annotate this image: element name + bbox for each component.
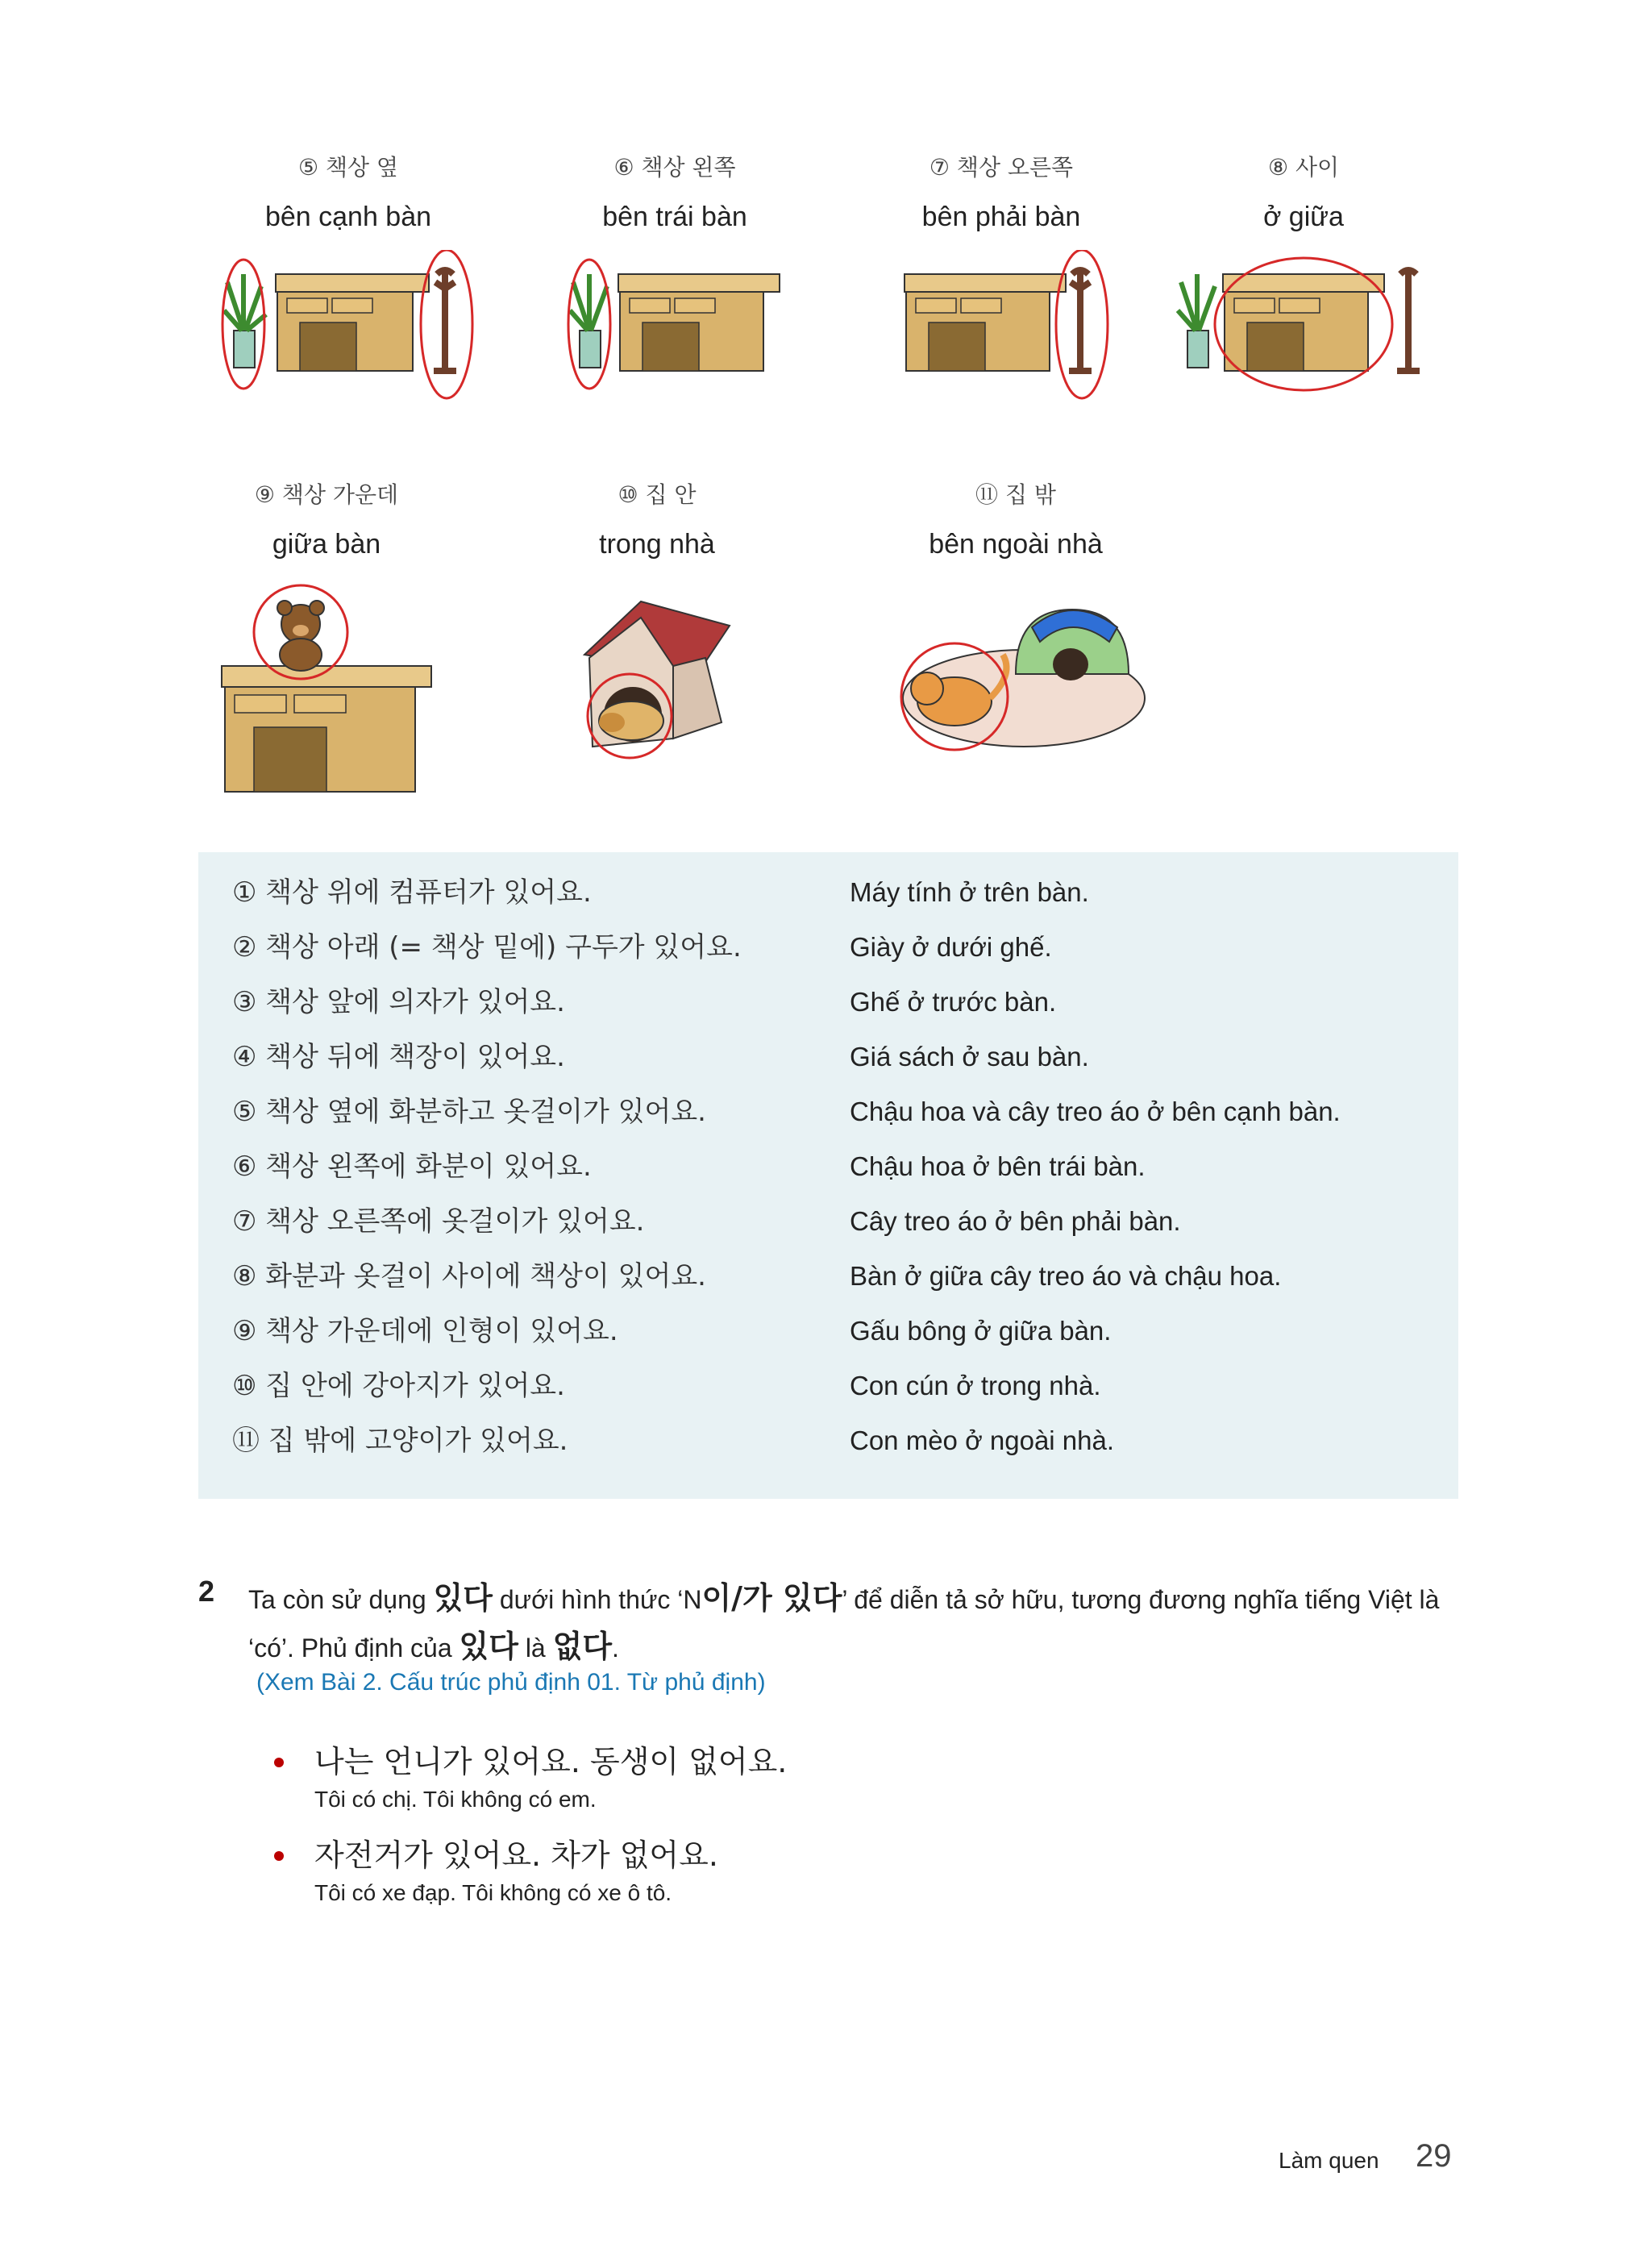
sentence-vietnamese: Con mèo ở ngoài nhà. — [850, 1425, 1115, 1455]
card-korean: ⑤ 책상 옆 — [297, 154, 399, 181]
card-middle-of-desk — [157, 479, 496, 811]
sentence-vietnamese: Máy tính ở trên bàn. — [850, 877, 1089, 907]
section-number: 2 — [198, 1575, 215, 1608]
sentence-vietnamese: Con cún ở trong nhà. — [850, 1371, 1101, 1400]
sentence-korean: ⑩ 집 안에 강아지가 있어요. — [232, 1370, 565, 1402]
sentence-row — [198, 1084, 1458, 1139]
card-vietnamese: bên phải bàn — [921, 202, 1081, 232]
sentence-korean: ⑧ 화분과 옷걸이 사이에 책상이 있어요. — [232, 1260, 706, 1292]
sentence-vietnamese: Ghế ở trước bàn. — [850, 987, 1057, 1017]
example-vietnamese: Tôi có xe đạp. Tôi không có xe ô tô. — [314, 1880, 672, 1905]
dog-icon — [599, 701, 663, 740]
desk-icon — [1223, 274, 1384, 371]
card-korean: ⑩ 집 안 — [618, 481, 697, 508]
desk-plant-coatrack-illustration — [203, 250, 493, 411]
para-bold: 있다 — [459, 1629, 518, 1664]
page-number: 29 — [1416, 2138, 1452, 2174]
coat-rack-icon — [1069, 270, 1092, 371]
card-vietnamese: bên ngoài nhà — [929, 529, 1103, 560]
sentence-korean: ④ 책상 뒤에 책장이 있어요. — [232, 1041, 565, 1073]
sentence-korean: ⑦ 책상 오른쪽에 옷걸이가 있어요. — [232, 1205, 645, 1238]
para-text: là — [518, 1633, 553, 1663]
para-text: dưới hình thức ‘N — [492, 1585, 702, 1614]
card-korean: ⑦ 책상 오른쪽 — [929, 154, 1074, 181]
desk-icon — [276, 274, 429, 371]
desk-teddy-illustration — [181, 577, 472, 811]
sentence-row — [198, 865, 1458, 920]
sentence-row — [198, 975, 1458, 1030]
card-next-to-desk — [179, 152, 518, 411]
card-vietnamese: bên cạnh bàn — [264, 202, 432, 232]
sentence-box — [198, 852, 1458, 1499]
card-korean: ⑨ 책상 가운데 — [254, 481, 399, 508]
sentence-vietnamese: Bàn ở giữa cây treo áo và chậu hoa. — [850, 1261, 1282, 1291]
card-vietnamese: ở giữa — [1263, 202, 1344, 232]
footer-label: Làm quen — [1279, 2148, 1379, 2173]
para-text: ’ để diễn tả sở hữu, tương đương nghĩa tiếng Việt là ‘có’. Phủ định của — [248, 1585, 1440, 1663]
sentence-row — [198, 1030, 1458, 1084]
desk-icon — [222, 666, 431, 792]
desk-icon — [618, 274, 780, 371]
sentence-row — [198, 1139, 1458, 1194]
sentence-row — [198, 920, 1458, 975]
sentence-korean: ⑤ 책상 옆에 화분하고 옷걸이가 있어요. — [232, 1096, 706, 1128]
example-vietnamese: Tôi có chị. Tôi không có em. — [314, 1787, 597, 1812]
sentence-row — [198, 1359, 1458, 1413]
card-outside-house — [846, 479, 1185, 763]
para-bold: 있다 — [433, 1580, 493, 1616]
card-korean: ⑧ 사이 — [1267, 154, 1340, 181]
section-paragraph — [248, 1575, 1458, 1671]
cross-reference: (Xem Bài 2. Cấu trúc phủ định 01. Từ phủ định) — [256, 1669, 766, 1696]
sentence-vietnamese: Cây treo áo ở bên phải bàn. — [850, 1206, 1181, 1236]
sentence-vietnamese: Giày ở dưới ghế. — [850, 932, 1052, 962]
bullet-icon — [274, 1851, 284, 1861]
card-vietnamese: trong nhà — [599, 529, 715, 560]
desk-plant-left-illustration — [530, 250, 820, 411]
teddy-bear-icon — [277, 601, 324, 671]
pet-house-icon — [1016, 610, 1129, 680]
sentence-vietnamese: Gấu bông ở giữa bàn. — [850, 1316, 1112, 1346]
sentence-korean: ② 책상 아래 (= 책상 밑에) 구두가 있어요. — [232, 931, 742, 963]
plant-icon — [1178, 274, 1215, 368]
bullet-icon — [274, 1758, 284, 1767]
example-korean: 나는 언니가 있어요. 동생이 없어요. — [314, 1744, 788, 1779]
desk-icon — [905, 274, 1066, 371]
sentence-row — [198, 1249, 1458, 1304]
sentence-row — [198, 1413, 1458, 1468]
card-between — [1134, 152, 1473, 411]
sentence-korean: ① 책상 위에 컴퓨터가 있어요. — [232, 876, 592, 909]
card-right-of-desk — [832, 152, 1171, 411]
card-vietnamese: giữa bàn — [272, 529, 381, 560]
coat-rack-icon — [1397, 270, 1420, 371]
desk-coatrack-right-illustration — [856, 250, 1146, 411]
example-korean: 자전거가 있어요. 차가 없어요. — [314, 1837, 718, 1873]
sentence-row — [198, 1304, 1458, 1359]
card-inside-house — [488, 479, 826, 763]
card-left-of-desk — [505, 152, 844, 411]
sentence-korean: ⑨ 책상 가운데에 인형이 있어요. — [232, 1315, 618, 1347]
sentence-row — [198, 1194, 1458, 1249]
doghouse-illustration — [512, 577, 802, 763]
sentence-vietnamese: Chậu hoa ở bên trái bàn. — [850, 1151, 1146, 1181]
plant-icon — [570, 274, 607, 368]
sentence-korean: ⑪ 집 밖에 고양이가 있어요. — [232, 1425, 568, 1457]
coat-rack-icon — [434, 270, 456, 371]
sentence-vietnamese: Chậu hoa và cây treo áo ở bên cạnh bàn. — [850, 1097, 1341, 1126]
cat-outside-house-illustration — [871, 577, 1161, 763]
para-bold: 없다 — [552, 1629, 613, 1664]
card-korean: ⑪ 집 밖 — [975, 481, 1056, 508]
card-vietnamese: bên trái bàn — [602, 202, 747, 232]
sentence-korean: ⑥ 책상 왼쪽에 화분이 있어요. — [232, 1151, 592, 1183]
sentence-korean: ③ 책상 앞에 의자가 있어요. — [232, 986, 565, 1018]
desk-between-illustration — [1158, 250, 1449, 411]
para-text: . — [612, 1633, 619, 1663]
card-korean: ⑥ 책상 왼쪽 — [613, 154, 736, 181]
para-bold: 이/가 있다 — [701, 1580, 842, 1616]
sentence-vietnamese: Giá sách ở sau bàn. — [850, 1042, 1089, 1072]
para-text: Ta còn sử dụng — [248, 1585, 434, 1614]
